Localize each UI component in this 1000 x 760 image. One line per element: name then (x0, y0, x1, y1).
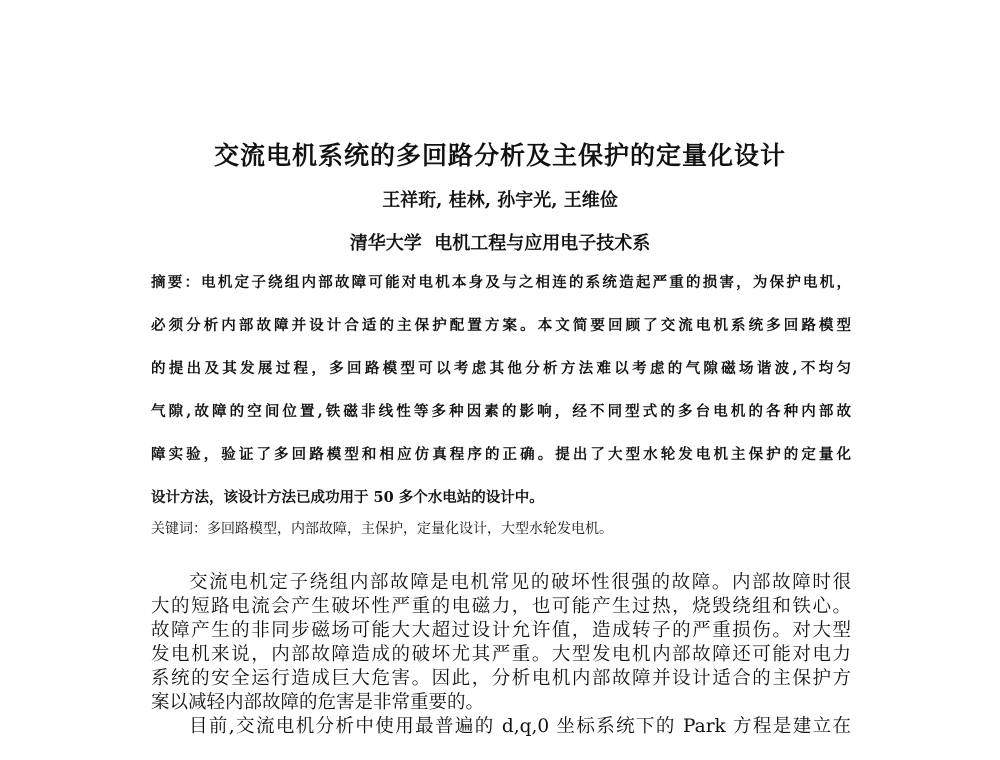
abstract-line: 的提出及其发展过程，多回路模型可以考虑其他分析方法难以考虑的气隙磁场谐波,不均匀 (151, 360, 851, 377)
paper-authors: 王祥珩, 桂林, 孙宇光, 王维俭 (382, 190, 618, 211)
body-line: 大的短路电流会产生破坏性严重的电磁力，也可能产生过热，烧毁绕组和铁心。 (151, 596, 851, 617)
paper-title: 交流电机系统的多回路分析及主保护的定量化设计 (213, 141, 786, 170)
body-text (151, 571, 851, 739)
body-line: 案以减轻内部故障的危害是非常重要的。 (151, 692, 485, 713)
body-line: 目前,交流电机分析中使用最普遍的 d,q,0 坐标系统下的 Park 方程是建立在 (189, 716, 851, 737)
abstract-line: 设计方法，该设计方法已成功用于 50 多个水电站的设计中。 (151, 489, 544, 506)
body-line: 发电机来说，内部故障造成的破坏尤其严重。大型发电机内部故障还可能对电力 (151, 644, 851, 665)
abstract-line: 摘要：电机定子绕组内部故障可能对电机本身及与之相连的系统造起严重的损害，为保护电机， (151, 274, 851, 291)
body-line: 故障产生的非同步磁场可能大大超过设计允许值，造成转子的严重损伤。对大型 (151, 620, 851, 641)
abstract-line: 障实验，验证了多回路模型和相应仿真程序的正确。提出了大型水轮发电机主保护的定量化 (151, 446, 851, 463)
abstract-line: 气隙,故障的空间位置,铁磁非线性等多种因素的影响，经不同型式的多台电机的各种内部故 (151, 403, 851, 420)
body-line: 系统的安全运行造成巨大危害。因此，分析电机内部故障并设计适合的主保护方 (151, 668, 851, 689)
body-line: 交流电机定子绕组内部故障是电机常见的破坏性很强的故障。内部故障时很 (189, 572, 851, 593)
abstract-line: 必须分析内部故障并设计合适的主保护配置方案。本文简要回顾了交流电机系统多回路模型 (151, 317, 851, 334)
keywords: 关键词：多回路模型，内部故障，主保护，定量化设计，大型水轮发电机。 (151, 521, 613, 537)
paper-affiliation: 清华大学 电机工程与应用电子技术系 (349, 233, 651, 254)
abstract-block (151, 268, 851, 526)
